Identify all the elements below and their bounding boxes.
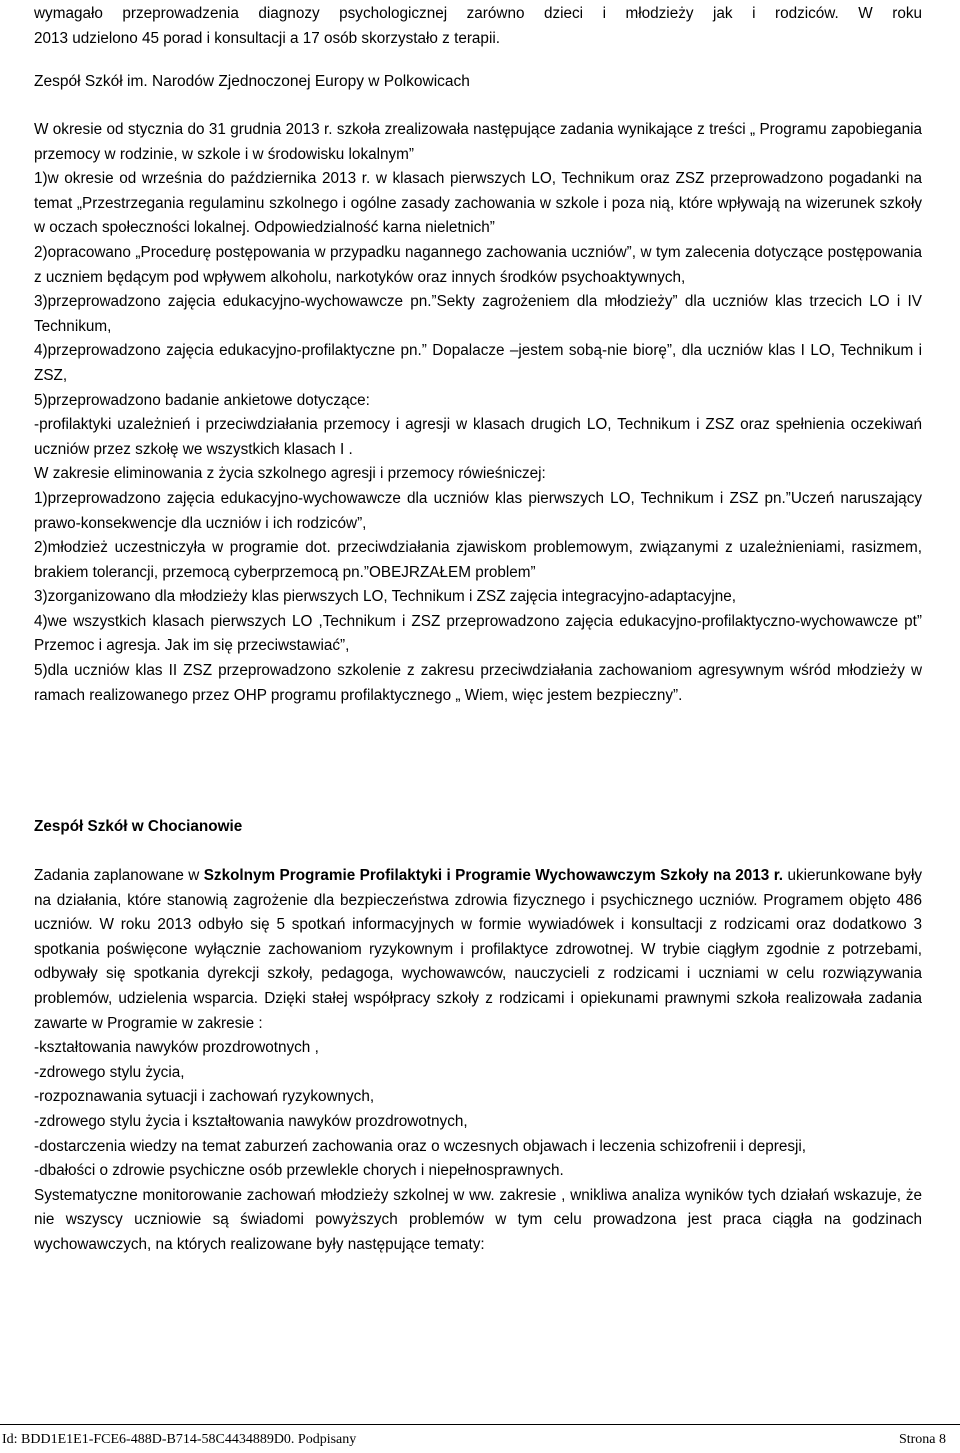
section2-list-item-3: -rozpoznawania sytuacji i zachowań ryzykownych, bbox=[34, 1088, 375, 1106]
intro-line-2: 2013 udzielono 45 porad i konsultacji a 17 osób skorzystało z terapii. bbox=[34, 29, 500, 47]
section2-heading-block bbox=[34, 815, 922, 840]
section1-heading-block bbox=[34, 70, 922, 95]
intro-line-1: wymagało przeprowadzenia diagnozy psychologicznej zarówno dzieci i młodzieży jak i rodziców. W roku bbox=[34, 5, 922, 22]
section2-para-2: Systematyczne monitorowanie zachowań młodzieży szkolnej w ww. zakresie , wnikliwa analiza wyników tych działań wskazuje, że nie wszyscy uczniowie są świadomi powyższych problemów w tym celu prowadzona jest praca ciągła na godzinach wychowawczych, na których realizowane były następujące tematy: bbox=[34, 1186, 922, 1253]
page-footer bbox=[0, 1424, 960, 1450]
section2-list-item-4: -zdrowego stylu życia i kształtowania nawyków prozdrowotnych, bbox=[34, 1112, 468, 1130]
section2-list-item-5: -dostarczenia wiedzy na temat zaburzeń zachowania oraz o wczesnych objawach i leczenia schizofrenii i depresji, bbox=[34, 1137, 807, 1155]
section2-list-item-2: -zdrowego stylu życia, bbox=[34, 1063, 185, 1081]
section2-heading: Zespół Szkół w Chocianowie bbox=[34, 818, 243, 835]
section1-para-7: -profilaktyki uzależnień i przeciwdziałania przemocy i agresji w klasach drugich LO, Technikum i ZSZ oraz spełnienia oczekiwań uczniów przez szkołę we wszystkich klasach I . bbox=[34, 416, 922, 458]
section2-para-1-intro: Zadania zaplanowane w bbox=[34, 867, 204, 884]
section1-para-13: 5)dla uczniów klas II ZSZ przeprowadzono szkolenie z zakresu przeciwdziałania zachowaniom agresywnym wśród młodzieży w ramach realizowanego przez OHP programu profilaktycznego „ Wiem, więc jestem bezpieczny”. bbox=[34, 662, 922, 704]
section1-para-12: 4)we wszystkich klasach pierwszych LO ,Technikum i ZSZ przeprowadzono zajęcia edukacyjno-profilaktyczno-wychowawcze pt” Przemoc i agresja. Jak im się przeciwstawiać”, bbox=[34, 612, 922, 655]
section2-para-1 bbox=[34, 864, 922, 1036]
section2-program-title: Szkolnym Programie Profilaktyki i Programie Wychowawczym Szkoły na 2013 r. bbox=[203, 867, 784, 884]
section1-para-11: 3)zorganizowano dla młodzieży klas pierwszych LO, Technikum i ZSZ zajęcia integracyjno-adaptacyjne, bbox=[34, 588, 736, 606]
section2-list-item-6: -dbałości o zdrowie psychiczne osób przewlekle chorych i niepełnosprawnych. bbox=[34, 1162, 564, 1180]
section1-para-9: 1)przeprowadzono zajęcia edukacyjno-wychowawcze dla uczniów klas pierwszych LO, Technikum i ZSZ pn.”Uczeń naruszający prawo-konsekwencje dla uczniów i ich rodziców”, bbox=[34, 489, 922, 532]
section1-heading: Zespół Szkół im. Narodów Zjednoczonej Europy w Polkowicach bbox=[34, 73, 470, 90]
section1-para-2: 1)w okresie od września do października 2013 r. w klasach pierwszych LO, Technikum oraz ZSZ przeprowadzono pogadanki na temat „Przestrzegania regulaminu szkolnego i ogólne zasady zachowania w szkole i poza nią, które wpływają na wizerunek szkoły w oczach społeczności lokalnej. Odpowiedzialność karna nieletnich” bbox=[34, 170, 922, 237]
page-number: Strona 8 bbox=[898, 1432, 946, 1447]
section1-body bbox=[34, 118, 922, 708]
section1-para-1: W okresie od stycznia do 31 grudnia 2013 r. szkoła zrealizowała następujące zadania wynikające z treści „ Programu zapobiegania przemocy w rodzinie, w szkole i w środowisku lokalnym” bbox=[34, 121, 922, 163]
intro-block bbox=[34, 2, 922, 51]
section1-para-6: 5)przeprowadzono badanie ankietowe dotyczące: bbox=[34, 391, 370, 409]
section1-para-4: 3)przeprowadzono zajęcia edukacyjno-wychowawcze pn.”Sekty zagrożeniem dla młodzieży” dla uczniów klas trzecich LO i IV Technikum, bbox=[34, 293, 922, 335]
section2-para-1-body: ukierunkowane były na działania, które stanowią zagrożenie dla bezpieczeństwa zdrowia fizycznego i psychicznego uczniów. Programem objęto 486 uczniów. W roku 2013 odbyło się 5 spotkań informacyjnych w formie wywiadówek i konsultacji z rodzicami oraz dodatkowo 3 spotkania poświęcone wyłącznie zachowaniom ryzykownym i profilaktyce zdrowotnej. W trybie ciągłym zgodnie z potrzebami, odbywały się spotkania dyrekcji szkoły, pedagoga, wychowawców, nauczycieli z rodzicami i uczniami w celu rozwiązywania problemów, udzielenia wsparcia. Dzięki stałej współpracy szkoły z rodzicami i opiekunami prawnymi szkoła realizowała zadania zawarte w Programie w zakresie : bbox=[34, 867, 922, 1032]
section1-para-8: W zakresie eliminowania z życia szkolnego agresji i przemocy rówieśniczej: bbox=[34, 465, 546, 483]
section1-para-3: 2)opracowano „Procedurę postępowania w przypadku nagannego zachowania uczniów”, w tym zalecenia dotyczące postępowania z uczniem będącym pod wpływem alkoholu, narkotyków oraz innych środków psychoaktywnych, bbox=[34, 243, 922, 286]
section1-para-10: 2)młodzież uczestniczyła w programie dot. przeciwdziałania zjawiskom problemowym, związanymi z uzależnieniami, rasizmem, brakiem tolerancji, przemocą cyberprzemocą pn.”OBEJRZAŁEM problem” bbox=[34, 539, 922, 581]
section2-body bbox=[34, 864, 922, 1258]
section1-para-5: 4)przeprowadzono zajęcia edukacyjno-profilaktyczne pn.” Dopalacze –jestem sobą-nie biorę”, dla uczniów klas I LO, Technikum i ZSZ, bbox=[34, 342, 922, 384]
document-id: Id: BDD1E1E1-FCE6-488D-B714-58C4434889D0. Podpisany bbox=[2, 1432, 357, 1447]
section2-list-item-1: -kształtowania nawyków prozdrowotnych , bbox=[34, 1039, 319, 1057]
